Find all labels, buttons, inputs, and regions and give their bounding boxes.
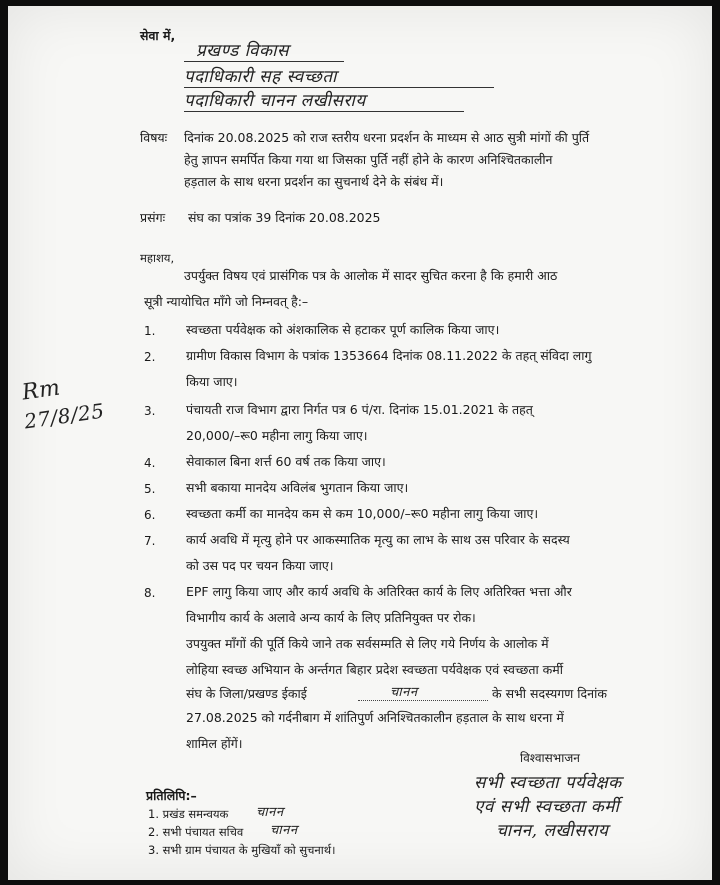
demand-number: 1. <box>144 324 156 338</box>
closing-line-1: उपयुक्त मॉंगों की पूर्ति किये जाने तक सर्वसम्मति से लिए गये निर्णय के आलोक में <box>186 636 549 651</box>
reference-text: संघ का पत्रांक 39 दिनांक 20.08.2025 <box>188 210 381 225</box>
signature-line-2: एवं सभी स्वच्छता कर्मी <box>474 797 620 817</box>
demand-text: कार्य अवधि में मृत्यु होने पर आकस्मातिक मृत्यु का लाभ के साथ उस परिवार के सदस्य <box>186 532 570 547</box>
demand-number: 8. <box>144 586 156 600</box>
copy-item: 2. सभी पंचायत सचिव <box>148 825 244 839</box>
signature-line-3: चानन, लखीसराय <box>496 821 609 841</box>
demand-text-cont: किया जाए। <box>186 374 238 389</box>
demand-text: पंचायती राज विभाग द्वारा निर्गत पत्र 6 पं/रा. दिनांक 15.01.2021 के तहत् <box>186 402 533 417</box>
underline <box>184 111 464 112</box>
demand-text-cont: 20,000/–रू0 महीना लागु किया जाए। <box>186 428 368 443</box>
demand-text: EPF लागु किया जाए और कार्य अवधि के अतिरिक्त कार्य के लिए अतिरिक्त भत्ता और <box>186 584 572 599</box>
demand-text-cont: को उस पद पर चयन किया जाए। <box>186 558 334 573</box>
subject-line-3: हड़ताल के साथ धरना प्रदर्शन का सुचनार्थ देने के संबंध में। <box>184 174 444 189</box>
demand-number: 6. <box>144 508 156 522</box>
underline <box>184 61 344 62</box>
reference-label: प्रसंगः <box>140 210 166 225</box>
copy-item-fill: चानन <box>270 823 298 838</box>
closing-line-5: शामिल होंगें। <box>186 736 243 751</box>
margin-initials: Rm <box>20 375 62 406</box>
intro-line-2: सूत्री न्यायोचित माँगे जो निम्नवत् है:– <box>144 294 309 309</box>
intro-line-1: उपर्युक्त विषय एवं प्रासंगिक पत्र के आलोक में सादर सुचित करना है कि हमारी आठ <box>184 268 558 283</box>
demand-number: 5. <box>144 482 156 496</box>
letter-page <box>8 6 712 880</box>
copy-item: 1. प्रखंड समन्वयक <box>148 807 229 821</box>
demand-text: स्वच्छता कर्मी का मानदेय कम से कम 10,000/–रू0 महीना लागु किया जाए। <box>186 506 539 521</box>
closing-line-3b: के सभी सदस्यगण दिनांक <box>492 686 607 701</box>
demand-number: 3. <box>144 404 156 418</box>
greeting: महाशय, <box>140 251 175 265</box>
demand-text: सभी बकाया मानदेय अविलंब भुगतान किया जाए। <box>186 480 409 495</box>
subject-label: विषयः <box>140 130 168 145</box>
addressee-line-2: पदाधिकारी सह स्वच्छता <box>184 67 337 87</box>
addressee-line-1: प्रखण्ड विकास <box>196 41 289 61</box>
subject-line-2: हेतु ज्ञापन समर्पित किया गया था जिसका पुर्ति नहीं होने के कारण अनिश्चितकालीन <box>184 152 553 167</box>
closing-line-2: लोहिया स्वच्छ अभियान के अर्न्तगत बिहार प्रदेश स्वच्छता पर्यवेक्षक एवं स्वच्छता कर्मी <box>186 662 563 677</box>
closing-line-4: 27.08.2025 को गर्दनीबाग में शांतिपुर्ण अनिश्चितकालीन हड़ताल के साथ धरना में <box>186 710 564 725</box>
subject-line-1: दिनांक 20.08.2025 को राज स्तरीय धरना प्रदर्शन के माध्यम से आठ सुत्री मांगों की पुर्ति <box>184 130 590 145</box>
copies-label: प्रतिलिपि:– <box>146 788 197 803</box>
demand-text: सेवाकाल बिना शर्त्त 60 वर्ष तक किया जाए। <box>186 454 386 469</box>
fill-in-line <box>358 700 488 701</box>
demand-text: ग्रामीण विकास विभाग के पत्रांक 1353664 दिनांक 08.11.2022 के तहत् संविदा लागु <box>186 348 592 363</box>
copy-item-fill: चानन <box>256 805 284 820</box>
demand-text: स्वच्छता पर्यवेक्षक को अंशकालिक से हटाकर पूर्ण कालिक किया जाए। <box>186 322 500 337</box>
closing-line-3a: संघ के जिला/प्रखण्ड ईकाई <box>186 686 307 701</box>
margin-date: 27/8/25 <box>22 398 106 434</box>
addressee-line-3: पदाधिकारी चानन लखीसराय <box>184 91 366 111</box>
demand-text-cont: विभागीय कार्य के अलावे अन्य कार्य के लिए प्रतिनियुक्त पर रोक। <box>186 610 476 625</box>
signature-line-1: सभी स्वच्छता पर्यवेक्षक <box>474 773 622 793</box>
demand-number: 4. <box>144 456 156 470</box>
salutation: सेवा में, <box>140 28 176 43</box>
copy-item: 3. सभी ग्राम पंचायत के मुखियाँ को सुचनार्थ। <box>148 843 336 857</box>
closing-fill-value: चानन <box>390 685 418 700</box>
demand-number: 2. <box>144 350 156 364</box>
signoff-label: विश्वासभाजन <box>520 751 580 765</box>
demand-number: 7. <box>144 534 156 548</box>
